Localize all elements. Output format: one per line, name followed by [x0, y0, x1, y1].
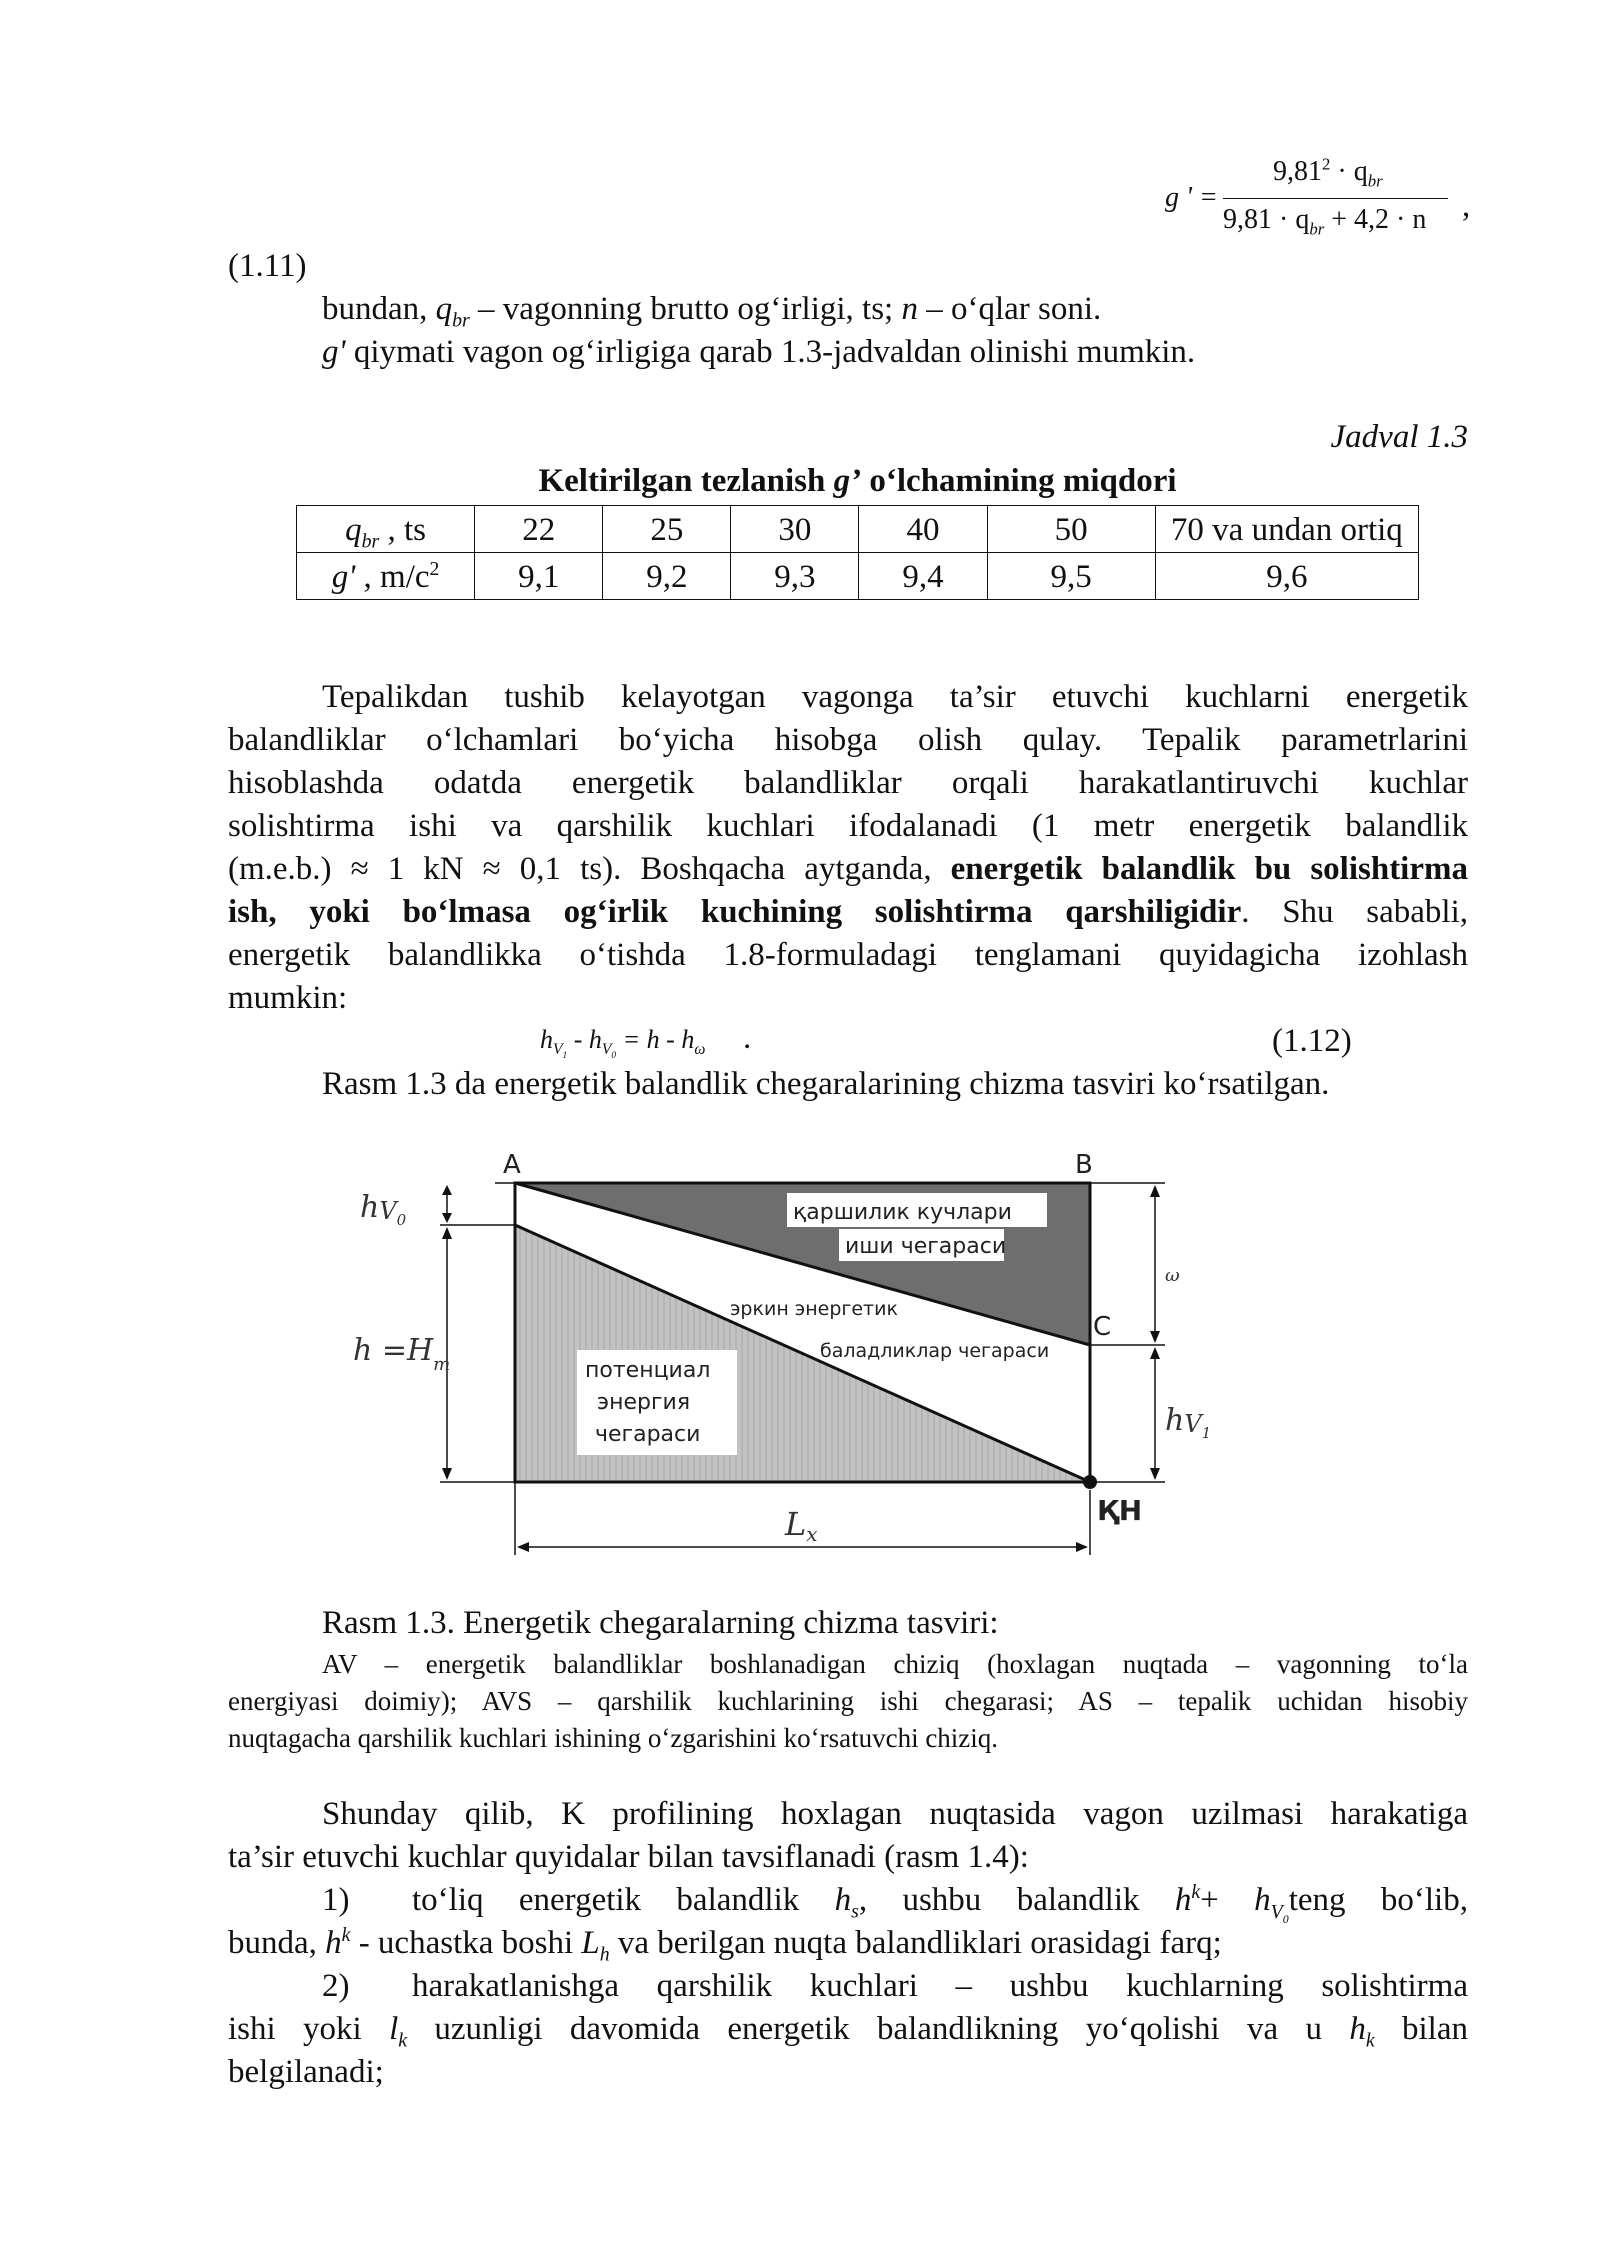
- figure-caption-line2: energiyasi doimiy); AVS – qarshilik kuchlarining ishi chegarasi; AS – tepalik uchidan hisobiy: [228, 1686, 1468, 1716]
- table-cell: 70 va undan ortiq: [1155, 506, 1418, 553]
- table-cell: 30: [731, 506, 859, 553]
- para2-line1: Tepalikdan tushib kelayotgan vagonga ta’sir etuvchi kuchlarni energetik: [322, 679, 1468, 715]
- label-h: $h =H_т$: [353, 1333, 451, 1375]
- para2-line7: energetik balandlikka o‘tishda 1.8-formuladagi tenglamani quyidagicha izohlash: [228, 937, 1468, 973]
- label-resistance-2: иши чегараси: [845, 1234, 1007, 1259]
- para4-line1: Shunday qilib, K profilining hoxlagan nuqtasida vagon uzilmasi harakatiga: [322, 1796, 1468, 1832]
- table-head-cell: $q_{br}$ , ts: [297, 506, 475, 553]
- label-homega: ω: [1165, 1265, 1180, 1286]
- table-cell: 9,6: [1155, 553, 1418, 600]
- para2-line4: solishtirma ishi va qarshilik kuchlari ifodalanadi (1 metr energetik balandlik: [228, 808, 1468, 844]
- label-point-a: A: [503, 1150, 521, 1180]
- table-1-3: [296, 505, 1419, 600]
- table-head-cell: g' , $m/c^2$: [297, 553, 475, 600]
- para3: Rasm 1.3 da energetik balandlik chegaralarining chizma tasviri ko‘rsatilgan.: [322, 1066, 1330, 1102]
- formula-1-12: $h_{V_1} - h_{V_0} = h - h_\omega$: [540, 1025, 706, 1062]
- formula-dot: .: [743, 1020, 752, 1056]
- label-point-kn: ҚН: [1097, 1494, 1143, 1527]
- formula-comma: ,: [1462, 188, 1471, 224]
- table-cell: 9,1: [475, 553, 603, 600]
- figure-caption-line1: AV – energetik balandliklar boshlanadigan chiziq (hoxlagan nuqtada – vagonning to‘la: [322, 1649, 1468, 1679]
- formula-numerator: $9,81^2 \cdot q_{br}$: [1273, 154, 1383, 191]
- label-free-energy-1: эркин энергетик: [730, 1298, 898, 1320]
- table-row: [297, 553, 1419, 600]
- label-hv0: $hV_0$: [360, 1190, 407, 1229]
- table-cell: 22: [475, 506, 603, 553]
- para2-line2: balandliklar o‘lchamlari bo‘yicha hisobga olish qulay. Tepalik parametrlarini: [228, 722, 1468, 758]
- fraction-bar: [1223, 198, 1448, 199]
- label-potential-1: потенциал: [585, 1358, 711, 1383]
- table-cell: 50: [987, 506, 1155, 553]
- para2-line5: (m.e.b.) ≈ 1 kN ≈ 0,1 ts). Boshqacha aytganda, energetik balandlik bu solishtirma: [228, 851, 1468, 887]
- table-cell: 9,4: [859, 553, 987, 600]
- label-potential-3: чегараси: [595, 1422, 701, 1447]
- table-label: Jadval 1.3: [1330, 419, 1468, 455]
- label-potential-2: энергия: [597, 1390, 691, 1415]
- formula-number-1-12: (1.12): [1272, 1023, 1352, 1059]
- table-cell: 9,2: [603, 553, 731, 600]
- list-item-1-number: 1): [322, 1882, 350, 1918]
- label-lx: Lx: [785, 1505, 818, 1546]
- para2-line8: mumkin:: [228, 980, 348, 1016]
- label-resistance-1: қаршилик кучлари: [793, 1200, 1012, 1225]
- figure-energy-boundaries: [345, 1145, 1245, 1585]
- table-cell: 9,5: [987, 553, 1155, 600]
- para1-line2: g' qiymati vagon og‘irligiga qarab 1.3-jadvaldan olinishi mumkin.: [322, 334, 1196, 370]
- formula-denominator: $9,81 \cdot q_{br} + 4,2 \cdot n$: [1223, 204, 1427, 239]
- list-item-2-line1: harakatlanishga qarshilik kuchlari – ushbu kuchlarning solishtirma: [412, 1968, 1468, 2004]
- table-cell: 40: [859, 506, 987, 553]
- label-free-energy-2: баладликлар чегараси: [820, 1340, 1050, 1362]
- table-cell: 25: [603, 506, 731, 553]
- para2-line3: hisoblashda odatda energetik balandliklar orqali harakatlantiruvchi kuchlar: [228, 765, 1468, 801]
- list-item-1-line1: to‘liq energetik balandlik $h_s$, ushbu balandlik $h^k+$ $h_{V_0}teng$ bo‘lib,: [412, 1881, 1468, 1926]
- formula-lhs: g ' =: [1165, 182, 1218, 213]
- formula-1-11: [1165, 150, 1455, 240]
- table-title: Keltirilgan tezlanish g’ o‘lchamining miqdori: [538, 463, 1177, 499]
- para2-line6: ish, yoki bo‘lmasa og‘irlik kuchining solishtirma qarshiligidir. Shu sababli,: [228, 894, 1468, 930]
- label-point-b: B: [1075, 1150, 1093, 1180]
- table-row: [297, 506, 1419, 553]
- para1-line1: bundan, $q_{br}$ – vagonning brutto og‘irligi, ts; n – o‘qlar soni.: [322, 291, 1102, 332]
- para4-line2: ta’sir etuvchi kuchlar quyidalar bilan tavsiflanadi (rasm 1.4):: [228, 1839, 1029, 1875]
- label-hv1: $hV_1$: [1165, 1403, 1212, 1442]
- list-item-2-number: 2): [322, 1968, 350, 2004]
- label-point-c: C: [1093, 1312, 1112, 1342]
- list-item-1-line2: bunda, $h^k$ - uchastka boshi $L_h$ va berilgan nuqta balandliklari orasidagi farq;: [228, 1924, 1222, 1966]
- list-item-2-line2: ishi yoki $l_k$ uzunligi davomida energetik balandlikning yo‘qolishi va u $h_k$ bilan: [228, 2011, 1468, 2052]
- table-cell: 9,3: [731, 553, 859, 600]
- figure-caption-title: Rasm 1.3. Energetik chegaralarning chizma tasviri:: [322, 1605, 999, 1641]
- list-item-2-line3: belgilanadi;: [228, 2054, 384, 2090]
- formula-number-1-11: (1.11): [228, 248, 307, 284]
- figure-caption-line3: nuqtagacha qarshilik kuchlari ishining o‘zgarishini ko‘rsatuvchi chiziq.: [228, 1723, 999, 1753]
